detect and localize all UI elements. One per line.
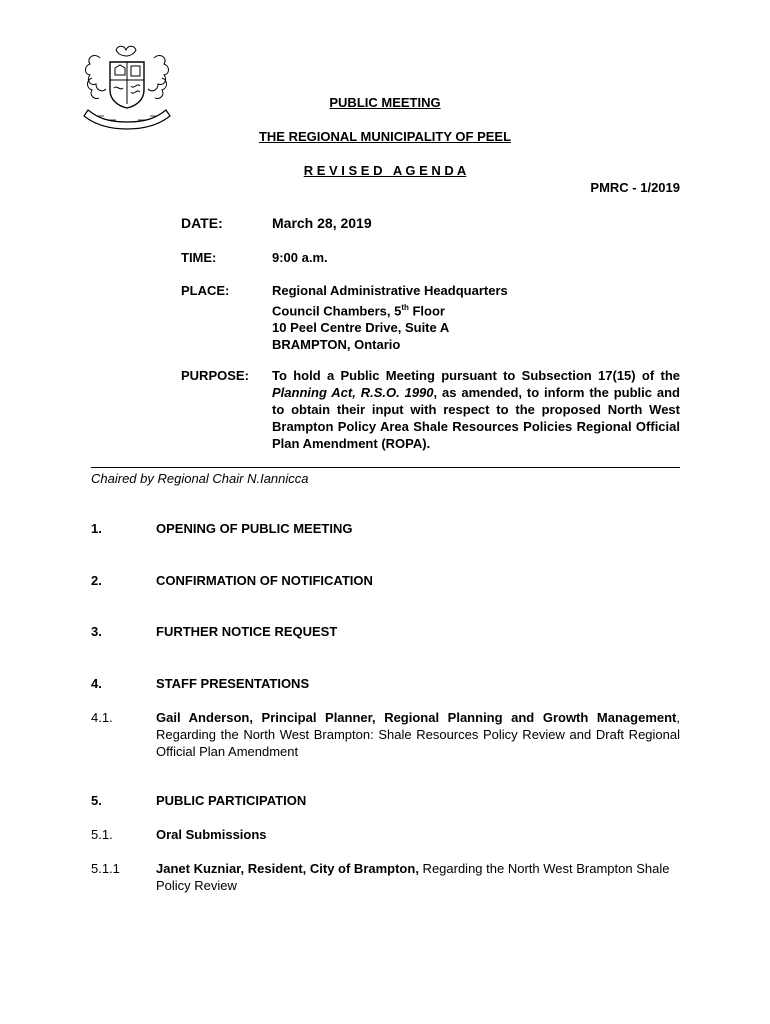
item-title: FURTHER NOTICE REQUEST: [156, 624, 338, 639]
municipality-heading: THE REGIONAL MUNICIPALITY OF PEEL: [258, 129, 512, 144]
time-value: 9:00 a.m.: [272, 250, 328, 265]
place-line-1: Regional Administrative Headquarters: [272, 283, 508, 298]
item-title: CONFIRMATION OF NOTIFICATION: [156, 573, 373, 588]
time-label: TIME:: [181, 250, 217, 265]
item-number: 4.: [91, 676, 102, 691]
item-title: OPENING OF PUBLIC MEETING: [156, 521, 353, 536]
item-title: Oral Submissions: [156, 827, 267, 842]
place-line-3: 10 Peel Centre Drive, Suite A: [272, 320, 450, 336]
item-number: 5.: [91, 793, 102, 808]
regional-crest-icon: [78, 44, 176, 132]
place-line-4: BRAMPTON, Ontario: [272, 337, 401, 353]
date-value: March 28, 2019: [272, 215, 372, 231]
item-description: Gail Anderson, Principal Planner, Regional Planning and Growth Management, Regarding the North West Brampton: Shale Resources Policy Review and Draft Regional Official Plan Amendment: [156, 710, 680, 759]
reference-number: PMRC - 1/2019: [590, 180, 680, 195]
purpose-text: To hold a Public Meeting pursuant to Subsection 17(15) of the Planning Act, R.S.O. 1990, as amended, to inform the public and to obtain their input with respect to the proposed North West Brampton Policy Area Shale Resources Policies Regional Official Plan Amendment (ROPA).: [272, 368, 680, 451]
section-divider: [91, 467, 680, 468]
item-title: PUBLIC PARTICIPATION: [156, 793, 307, 808]
purpose-label: PURPOSE:: [181, 368, 249, 383]
item-number: 3.: [91, 624, 102, 639]
place-address: [272, 282, 508, 353]
date-label: DATE:: [181, 215, 223, 231]
place-label: PLACE:: [181, 283, 230, 298]
item-number: 2.: [91, 573, 102, 588]
meeting-type-heading: PUBLIC MEETING: [329, 95, 441, 110]
item-title: STAFF PRESENTATIONS: [156, 676, 310, 691]
item-number: 5.1.1: [91, 861, 120, 876]
chaired-by: Chaired by Regional Chair N.Iannicca: [91, 471, 309, 486]
item-number: 5.1.: [91, 827, 113, 842]
item-number: 4.1.: [91, 710, 113, 725]
item-number: 1.: [91, 521, 102, 536]
item-description: Janet Kuzniar, Resident, City of Brampton, Regarding the North West Brampton Shale Policy Review: [156, 861, 670, 893]
agenda-heading: R E V I S E D A G E N D A: [303, 163, 467, 178]
place-line-2: Council Chambers, 5th Floor: [272, 303, 445, 319]
